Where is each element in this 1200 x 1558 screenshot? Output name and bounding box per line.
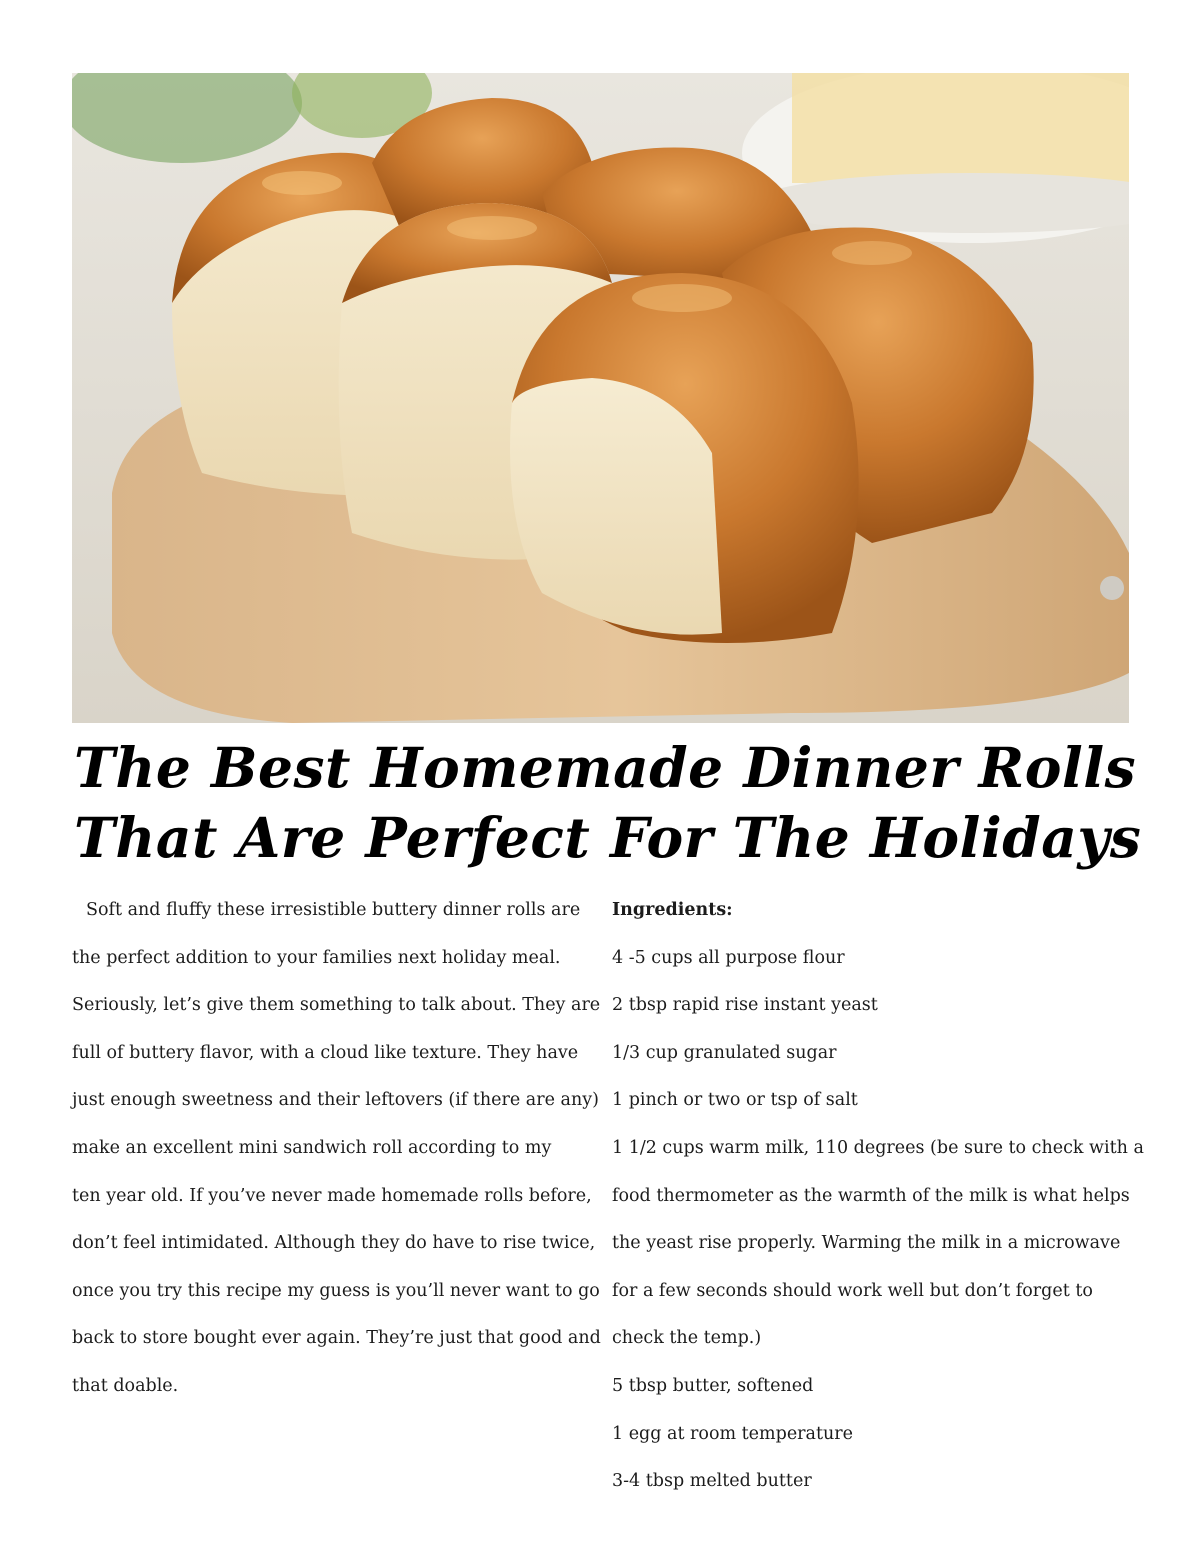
- ingredient-item: 1/3 cup granulated sugar: [612, 1042, 837, 1063]
- hero-image: [72, 73, 1129, 723]
- intro-line: that doable.: [72, 1375, 179, 1396]
- ingredient-item: 2 tbsp rapid rise instant yeast: [612, 995, 878, 1016]
- ingredient-item: 1 1/2 cups warm milk, 110 degrees (be sure to check with a: [612, 1137, 1144, 1158]
- ingredient-item: for a few seconds should work well but don’t forget to: [612, 1280, 1093, 1301]
- page-title: [74, 733, 1142, 873]
- ingredient-item: food thermometer as the warmth of the milk is what helps: [612, 1185, 1130, 1206]
- intro-line: the perfect addition to your families next holiday meal.: [72, 947, 561, 968]
- ingredients-list: [612, 887, 1172, 1506]
- intro-line: full of buttery flavor, with a cloud like texture. They have: [72, 1042, 579, 1063]
- intro-line: make an excellent mini sandwich roll according to my: [72, 1137, 552, 1158]
- intro-line: Seriously, let’s give them something to talk about. They are: [72, 995, 601, 1016]
- ingredient-item: 3-4 tbsp melted butter: [612, 1471, 812, 1492]
- intro-line: just enough sweetness and their leftovers (if there are any): [72, 1090, 599, 1111]
- intro-line: once you try this recipe my guess is you’ll never want to go: [72, 1280, 600, 1301]
- dinner-rolls-photo-icon: [72, 73, 1129, 723]
- intro-line: ten year old. If you’ve never made homemade rolls before,: [72, 1185, 592, 1206]
- title-line-1: The Best Homemade Dinner Rolls: [74, 735, 1137, 800]
- ingredient-item: 5 tbsp butter, softened: [612, 1375, 814, 1396]
- intro-line: back to store bought ever again. They’re just that good and: [72, 1328, 601, 1349]
- ingredient-item: check the temp.): [612, 1328, 762, 1349]
- intro-line: don’t feel intimidated. Although they do have to rise twice,: [72, 1233, 596, 1254]
- intro-paragraph: [72, 887, 601, 1411]
- title-line-2: That Are Perfect For The Holidays: [74, 805, 1142, 870]
- ingredient-item: 1 pinch or two or tsp of salt: [612, 1090, 858, 1111]
- intro-line: Soft and fluffy these irresistible buttery dinner rolls are: [86, 900, 581, 920]
- ingredient-item: 4 -5 cups all purpose flour: [612, 947, 845, 968]
- ingredient-item: 1 egg at room temperature: [612, 1423, 854, 1444]
- ingredient-item: the yeast rise properly. Warming the milk in a microwave: [612, 1233, 1121, 1254]
- ingredients-heading: Ingredients:: [612, 900, 733, 920]
